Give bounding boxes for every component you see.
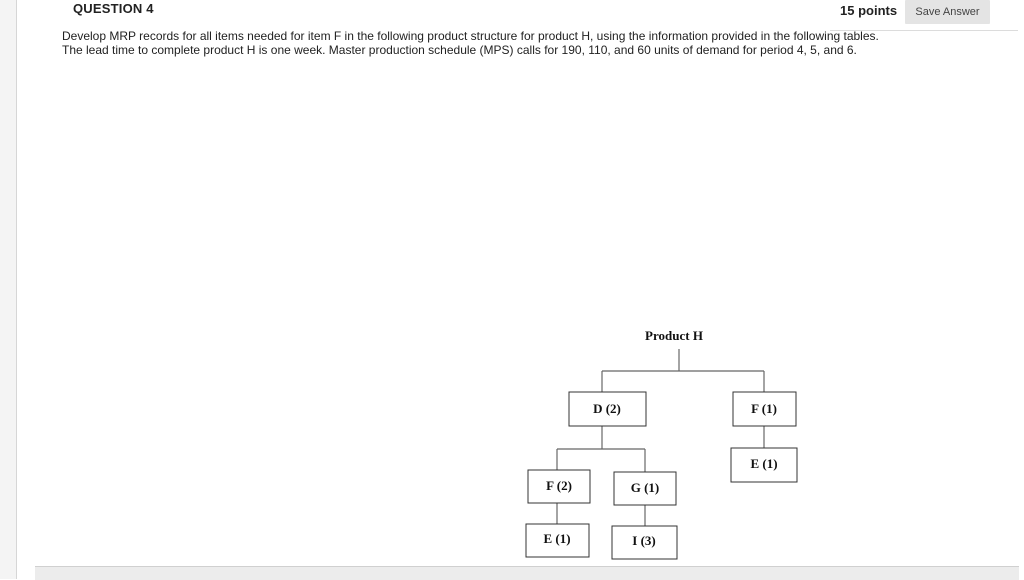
question-text: Develop MRP records for all items needed for item F in the following product structure for product H, using the information provided in the following tables. The lead time to complete product H is one week. Master production schedule (MPS) calls for 190, 110, and 60 units of demand for period 4, 5, and 6. xyxy=(62,29,879,57)
node-i-label: I (3) xyxy=(632,533,656,548)
node-g-label: G (1) xyxy=(630,480,660,495)
save-answer-button[interactable]: Save Answer xyxy=(905,0,990,24)
node-f-under-d-label: F (2) xyxy=(546,478,572,493)
product-h-label: Product H xyxy=(645,328,703,343)
node-e-under-f xyxy=(731,448,797,482)
node-g xyxy=(614,472,676,505)
node-i xyxy=(612,526,677,559)
node-f-under-d xyxy=(528,470,590,503)
node-e-bottom-label: E (1) xyxy=(543,531,571,546)
bottom-panel xyxy=(35,566,1019,580)
node-d-label: D (2) xyxy=(593,401,621,416)
question-title: QUESTION 4 xyxy=(73,1,154,16)
node-d xyxy=(569,392,646,426)
node-f-top xyxy=(733,392,796,426)
node-e-under-f-label: E (1) xyxy=(750,456,778,471)
node-e-bottom xyxy=(526,524,589,557)
node-f-top-label: F (1) xyxy=(751,401,777,416)
question-points: 15 points xyxy=(840,3,898,18)
